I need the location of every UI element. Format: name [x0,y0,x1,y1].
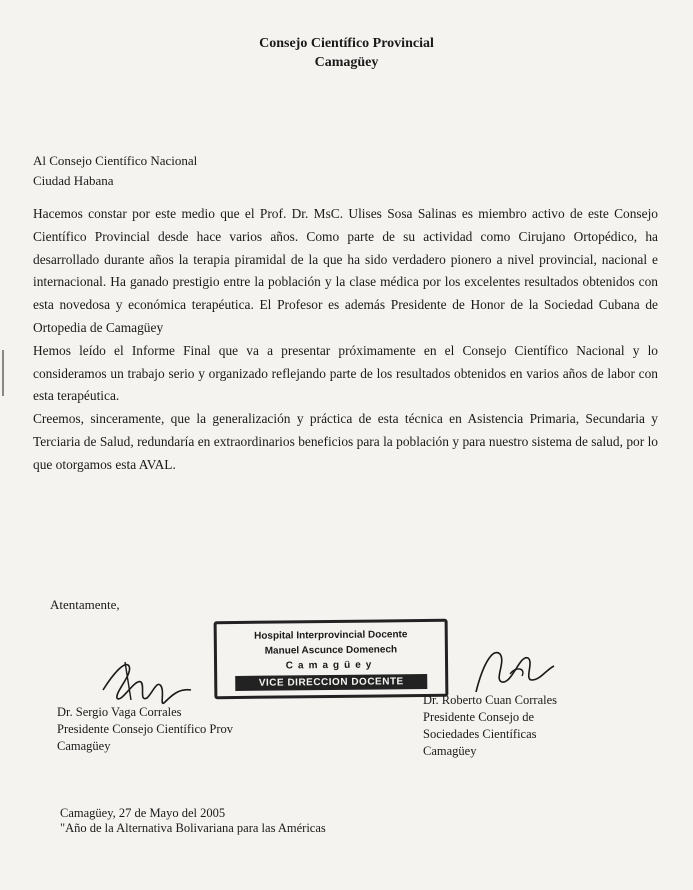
addressee-line1: Al Consejo Científico Nacional [33,153,198,168]
margin-mark [2,350,4,396]
stamp-line-3: Camagüey [285,659,377,672]
signatory-right-title-2: Sociedades Científicas [423,727,537,741]
header-title: Consejo Científico Provincial [259,36,434,51]
closing: Atentamente, [50,597,120,612]
body-paragraph-2: Hemos leído el Informe Final que va a presentar próximamente en el Consejo Científico Nacional y lo consideramos un trabajo serio y organizado reflejando parte de los resultados obtenidos en varios años de labor con esta terapéutica. [33,342,658,404]
letter-body [33,203,658,477]
signatory-left-name: Dr. Sergio Vaga Corrales [57,705,182,719]
body-paragraph-3: Creemos, sinceramente, que la generalización y práctica de esta técnica en Asistencia Primaria, Secundaria y Terciaria de Salud, redundaría en extraordinarios beneficios para la población y para nuestro sistema de salud, por lo que otorgamos esta AVAL. [33,411,658,472]
signatory-left-title: Presidente Consejo Científico Prov [57,722,234,736]
body-paragraph-1: Hacemos constar por este medio que el Prof. Dr. MsC. Ulises Sosa Salinas es miembro activo de este Consejo Científico Provincial desde hace varios años. Como parte de su actividad como Cirujano Ortopédico, ha desarrollado durante años la terapia piramidal de la que ha sido verdadero pionero a nivel provincial, nacional e internacional. Ha ganado prestigio entre la población y la clase médica por los excelentes resultados obtenidos con esta novedosa y económica terapéutica. El Profesor es además Presidente de Honor de la Sociedad Cubana de Ortopedia de Camagüey [33,206,658,335]
addressee-line2: Ciudad Habana [33,173,114,188]
footer-motto: "Año de la Alternativa Bolivariana para las Américas [60,821,326,835]
signatory-right-name: Dr. Roberto Cuan Corrales [423,693,558,707]
footer-date: Camagüey, 27 de Mayo del 2005 [60,806,226,820]
stamp-line-1: Hospital Interprovincial Docente [254,629,408,642]
header-subtitle: Camagüey [314,55,379,70]
signatory-left [57,704,233,755]
signature-left [95,652,205,712]
stamp-line-2: Manuel Ascunce Domenech [264,644,398,657]
signatory-right-place: Camagüey [423,744,477,758]
signatory-right-title-1: Presidente Consejo de [423,710,535,724]
signatory-left-place: Camagüey [57,739,111,753]
signature-right [470,640,560,700]
stamp-line-4: VICE DIRECCION DOCENTE [235,674,427,691]
official-stamp [214,619,449,699]
signatory-right [423,692,557,760]
